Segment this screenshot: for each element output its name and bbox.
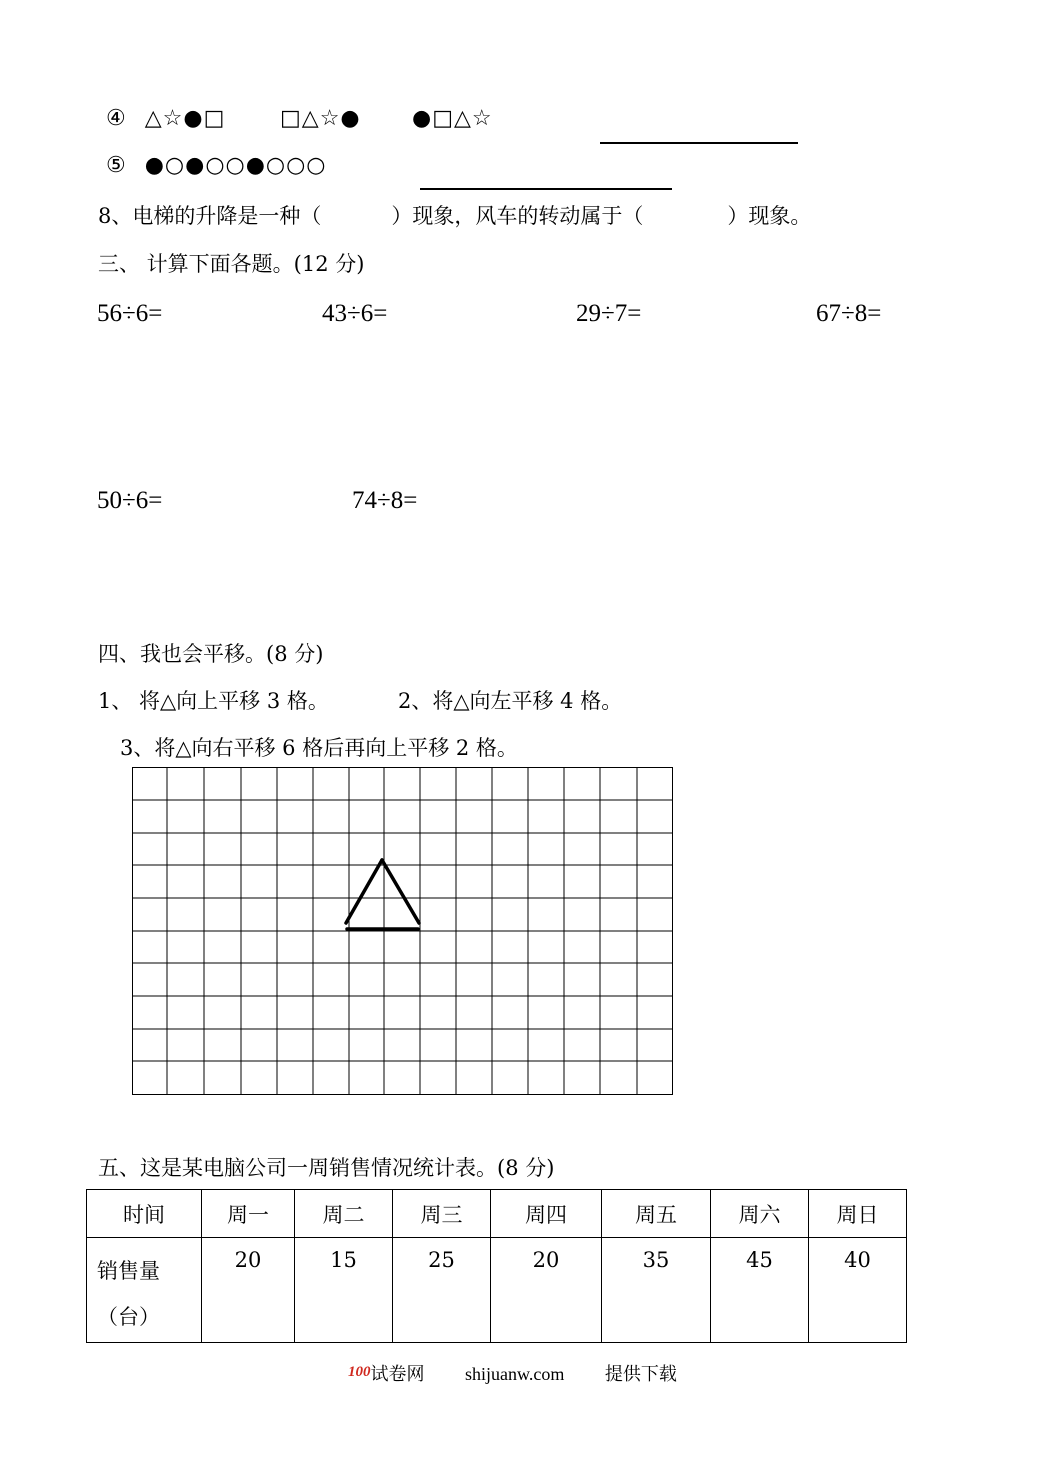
header-cell: 周三: [393, 1190, 491, 1238]
footer-note: 提供下载: [604, 1364, 677, 1384]
calc-problem-6: 74÷8=: [352, 487, 418, 514]
pattern-row-5: [106, 153, 327, 178]
q8-part3: ）现象。: [727, 204, 812, 228]
grid-lines: [132, 767, 673, 1095]
calc-problem-3: 29÷7=: [576, 300, 642, 327]
pattern-4-group-2: □△☆●: [280, 106, 361, 131]
value-cell: 45: [711, 1238, 809, 1343]
translate-task-3: 3、将△向右平移 6 格后再向上平移 2 格。: [120, 736, 518, 760]
row-label: [87, 1238, 202, 1343]
value-cell: 25: [393, 1238, 491, 1343]
header-cell: 周五: [602, 1190, 711, 1238]
logo-text: 试卷网: [370, 1364, 425, 1384]
section-4-title: 四、我也会平移。(8 分): [98, 642, 324, 666]
pattern-4-group-3: ●□△☆: [412, 106, 493, 131]
row-label-line-2: （台）: [97, 1305, 160, 1329]
header-cell: 周二: [295, 1190, 393, 1238]
translate-task-2: 2、将△向左平移 4 格。: [398, 689, 623, 713]
answer-line-4[interactable]: [600, 142, 798, 144]
translate-task-1: 1、 将△向上平移 3 格。: [98, 689, 329, 713]
calc-problem-2: 43÷6=: [322, 300, 388, 327]
row-label-line-1: 销售量: [97, 1259, 160, 1283]
header-cell: 周一: [202, 1190, 295, 1238]
footer: [348, 1360, 677, 1386]
header-cell: 周六: [711, 1190, 809, 1238]
triangle-icon: [346, 860, 419, 929]
q8-part2: ）现象，风车的转动属于（: [391, 204, 644, 228]
header-cell: 时间: [87, 1190, 202, 1238]
table-header-row: [87, 1190, 907, 1238]
sales-table: [86, 1189, 907, 1343]
question-8: [98, 200, 811, 230]
value-cell: 40: [809, 1238, 907, 1343]
pattern-5-sequence: ●○●○○●○○○: [144, 153, 327, 178]
q8-part1: 8、电梯的升降是一种（: [98, 204, 322, 228]
section-3-title: 三、 计算下面各题。(12 分): [98, 252, 365, 276]
logo-number: 100: [348, 1364, 371, 1380]
section-5-title: 五、这是某电脑公司一周销售情况统计表。(8 分): [98, 1156, 555, 1180]
pattern-4-marker: ④: [106, 106, 127, 131]
pattern-row-4: [106, 106, 225, 131]
header-cell: 周四: [491, 1190, 602, 1238]
value-cell: 20: [202, 1238, 295, 1343]
calc-problem-4: 67÷8=: [816, 300, 882, 327]
table-row: [87, 1238, 907, 1343]
answer-line-5[interactable]: [420, 188, 672, 190]
pattern-4-group-1: △☆●□: [144, 106, 226, 131]
pattern-5-marker: ⑤: [106, 153, 127, 178]
translation-grid[interactable]: [132, 767, 674, 1097]
header-cell: 周日: [809, 1190, 907, 1238]
footer-site[interactable]: shijuanw.com: [465, 1364, 565, 1384]
calc-problem-5: 50÷6=: [97, 487, 163, 514]
value-cell: 35: [602, 1238, 711, 1343]
calc-problem-1: 56÷6=: [97, 300, 163, 327]
value-cell: 20: [491, 1238, 602, 1343]
value-cell: 15: [295, 1238, 393, 1343]
